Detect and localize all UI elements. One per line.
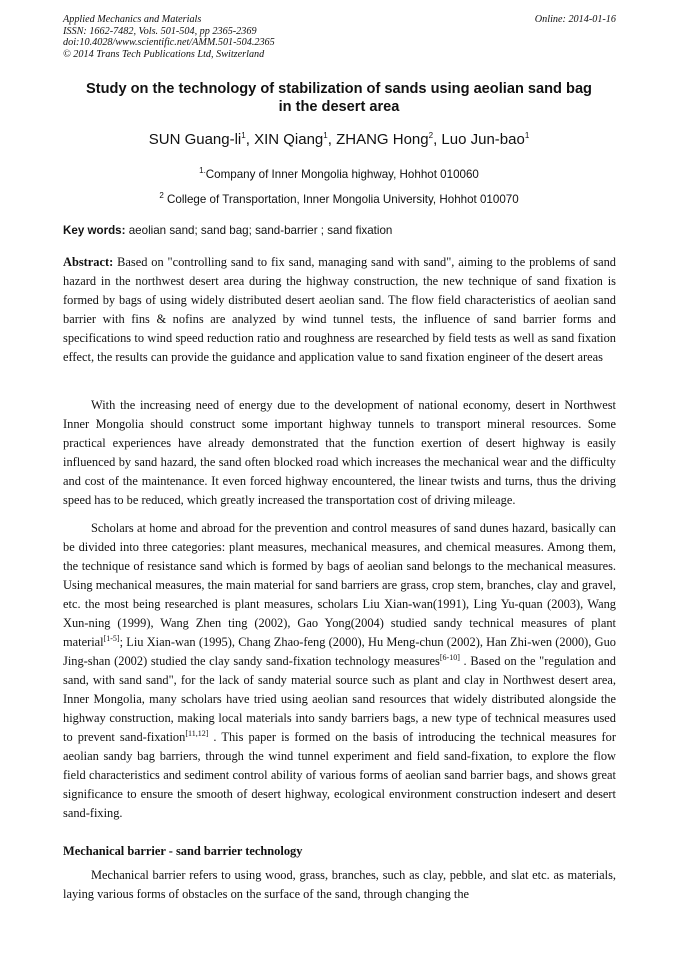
paper-title <box>60 80 618 116</box>
citation: [1-5] <box>103 633 120 643</box>
keywords-text: aeolian sand; sand bag; sand-barrier ; sand fixation <box>128 224 393 237</box>
affiliation-text: Company of Inner Mongolia highway, Hohhot 010060 <box>205 168 479 181</box>
citation: [6-10] <box>439 652 460 662</box>
issn-line: ISSN: 1662-7482, Vols. 501-504, pp 2365-2369 <box>63 25 257 37</box>
paragraph-text: . This paper is formed on the basis of introducing the technical measures for aeolian sandy bag barriers, through the wind tunnel experiment and field sand-fixation, to explore the flow field characteristics and sediment control ability of various forms of aeolian sand barrier bags, and shows great significance to ensure the smooth of desert highway, ecological environment construction indesert and desert sand-fixing. <box>63 730 616 820</box>
affiliation-2 <box>40 193 638 207</box>
keywords-label: Key words: <box>63 224 126 237</box>
abstract-label: Abstract: <box>63 255 114 269</box>
citation: [11,12] <box>185 728 209 738</box>
paragraph-text: ; Liu Xian-wan (1995), Chang Zhao-feng (2000), Hu Meng-chun (2002), Han Zhi-wen (2000), Guo Jing-shan (2002) studied the clay sandy sand-fixation technology measures <box>63 635 616 668</box>
author-affiliation-mark: 1 <box>524 131 530 140</box>
title-line-2: in the desert area <box>278 99 400 115</box>
online-date: Online: 2014-01-16 <box>534 14 616 25</box>
author-name: XIN Qiang <box>254 131 324 148</box>
body-paragraph-1: With the increasing need of energy due to the development of national economy, desert in Northwest Inner Mongolia should construct some important highway tunnels to transport mineral resources. Some practical experiences have already demonstrated that the function exertion of desert highway is easily influenced by sand hazard, the sand often blocked road which increases the mechanical wear and the difficulty and cost of the maintenance. It even forced highway encountered, the linear twists and turns, thus the driving speed has to be reduced, which greatly increased the transportation cost of driving mileage. <box>63 398 616 507</box>
keywords <box>63 224 618 238</box>
affiliation-mark: 1. <box>199 166 206 176</box>
affiliation-mark: 2 <box>159 191 164 201</box>
author-name: SUN Guang-li <box>148 131 242 148</box>
copyright-line: © 2014 Trans Tech Publications Ltd, Switzerland <box>63 48 265 60</box>
author-affiliation-mark: 1 <box>323 131 328 140</box>
journal-name: Applied Mechanics and Materials <box>63 14 202 25</box>
body-paragraph-2 <box>63 519 616 823</box>
abstract-text: Based on "controlling sand to fix sand, managing sand with sand", aiming to the problems of sand hazard in the northwest desert area during the highway construction, the new technique of sand fixation is formed by bags of using widely distributed desert aeolian sand. The flow field characteristics of aeolian sand barrier with fins & nofins are analyzed by wind tunnel tests, the influence of sand barrier forms and specifications to wind speed reduction ratio and roughness are researched by field tests as well as sand fixation effect, the results can provide the guidance and application value to sand fixation engineer of the desert areas <box>63 255 616 364</box>
doi-line: doi:10.4028/www.scientific.net/AMM.501-504.2365 <box>63 37 275 49</box>
author-affiliation-mark: 2 <box>428 131 434 140</box>
body-paragraph-3: Mechanical barrier refers to using wood, grass, branches, such as clay, pebble, and slat etc. as materials, laying various forms of obstacles on the surface of the sand, through changing the <box>63 868 616 901</box>
section-heading: Mechanical barrier - sand barrier technology <box>63 844 303 858</box>
author-name: ZHANG Hong <box>336 131 429 148</box>
author-name: Luo Jun-bao <box>441 131 525 148</box>
paragraph-text: Scholars at home and abroad for the prevention and control measures of sand dunes hazard, basically can be divided into three categories: plant measures, mechanical measures, and chemical measures. Among them, the technique of resistance sand which is formed by bags of aeolian sand belongs to the mechanical measures. Using mechanical measures, the main material for sand barriers are grass, crop stem, branches, clay and gravel, etc. the most being researched is plant measures, scholars Liu Xian-wan(1991), Ling Yu-quan (2003), Wang Xun-ning (1999), Wang Zhen ting (2002), Gao Yong(2004) studied sandy technical measures of plant material <box>63 521 616 649</box>
abstract <box>63 253 616 367</box>
affiliation-text: College of Transportation, Inner Mongolia University, Hohhot 010070 <box>167 193 519 206</box>
author-affiliation-mark: 1 <box>241 131 246 140</box>
author-list: SUN Guang-$li^1$, XIN Qiang$^1$, ZHANG Hong$^2$, Luo Jun-bao$^1$ <box>148 131 530 148</box>
paragraph-text: . Based on the "regulation and sand, with sand sand", for the lack of sandy material source such as plant and clay in Northwest desert area, Inner Mongolia, many scholars have tried using aeolian sand resources that widely distributed alongside the highway construction, making local materials into sandy barriers bags, a new type of technical measures used to prevent sand-fixation <box>63 654 616 744</box>
title-line-1: Study on the technology of stabilization of sands using aeolian sand bag <box>86 81 592 97</box>
affiliation-1 <box>40 168 638 182</box>
journal-header <box>63 14 616 60</box>
